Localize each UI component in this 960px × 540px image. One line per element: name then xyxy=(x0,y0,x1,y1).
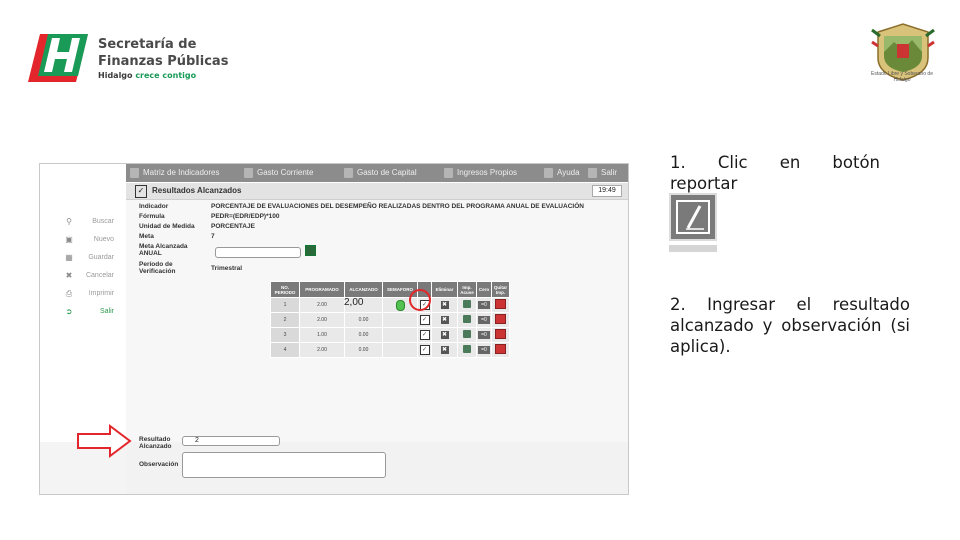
periodo-value: Trimestral xyxy=(211,265,243,272)
h-logo-icon xyxy=(26,32,90,84)
unidad-value: PORCENTAJE xyxy=(211,223,255,230)
delete-button[interactable]: ✖ xyxy=(441,332,448,338)
delete-button[interactable]: ✖ xyxy=(441,317,448,323)
save-icon[interactable] xyxy=(305,245,316,256)
form-content xyxy=(126,200,628,442)
print-acuse-button[interactable] xyxy=(463,330,471,338)
sidebar-item-salir[interactable]: ➲ Salir xyxy=(65,307,114,316)
logo-line-2: Finanzas Públicas xyxy=(98,54,229,69)
periodo-label: Período de Verificación xyxy=(139,261,176,275)
report-button[interactable]: ✓ xyxy=(420,300,430,310)
menu-salir[interactable]: Salir xyxy=(588,164,617,182)
remove-print-button[interactable] xyxy=(495,314,506,324)
help-icon xyxy=(544,168,553,178)
section-titlebar xyxy=(126,183,628,200)
menu-matriz-indicadores[interactable]: Matriz de Indicadores xyxy=(130,164,219,182)
save-icon: ▦ xyxy=(65,253,73,262)
secretaria-logo xyxy=(26,32,229,88)
section-title: Resultados Alcanzados xyxy=(152,186,242,195)
meta-value: 7 xyxy=(211,233,215,240)
new-doc-icon: ▣ xyxy=(65,235,73,244)
table-header-row: NO. PERIODO PROGRAMADO ALCANZADO SEMAFORO Eliminar Imp. Acuse Cero Quitar Imp. xyxy=(271,282,509,297)
highlight-circle xyxy=(409,289,431,311)
formula-label: Fórmula xyxy=(139,213,165,220)
instruction-step-1: 1. Clic en botón reportar xyxy=(670,153,880,193)
doc-icon xyxy=(244,168,253,178)
menu-ingresos-propios[interactable]: Ingresos Propios xyxy=(444,164,517,182)
indicador-label: Indicador xyxy=(139,203,169,210)
report-button[interactable]: ✓ xyxy=(420,330,430,340)
arrow-right-icon xyxy=(76,424,132,458)
table-row: 3 1.00 0.00 ✓ ✖ =0 xyxy=(271,328,509,342)
zero-button[interactable]: =0 xyxy=(478,316,490,324)
remove-print-button[interactable] xyxy=(495,329,506,339)
menu-gasto-capital[interactable]: Gasto de Capital xyxy=(344,164,417,182)
delete-button[interactable]: ✖ xyxy=(441,347,448,353)
zero-button[interactable]: =0 xyxy=(478,331,490,339)
grid-icon xyxy=(130,168,139,178)
indicador-value: PORCENTAJE DE EVALUACIONES DEL DESEMPEÑO REALIZADAS DENTRO DEL PROGRAMA ANUAL DE EVALUACIÓN xyxy=(211,203,584,210)
semaphore-green-icon xyxy=(396,300,405,311)
list-icon xyxy=(444,168,453,178)
logo-tagline: Hidalgo crece contigo xyxy=(98,71,197,80)
table-row: 1 2.00 ✓ ✖ =0 xyxy=(271,298,509,312)
print-icon: ⎙ xyxy=(65,289,73,298)
formula-value: PEDR=(EDR/EDP)*100 xyxy=(211,213,280,220)
print-acuse-button[interactable] xyxy=(463,300,471,308)
sidebar-item-buscar[interactable]: ⚲ Buscar xyxy=(56,216,122,230)
sidebar-item-imprimir[interactable]: ⎙ Imprimir xyxy=(65,289,114,298)
remove-print-button[interactable] xyxy=(495,344,506,354)
meta-label: Meta xyxy=(139,233,154,240)
print-acuse-button[interactable] xyxy=(463,345,471,353)
exit-icon: ➲ xyxy=(65,307,73,316)
observacion-label: Observación xyxy=(139,461,179,468)
table-row: 2 2.00 0.00 ✓ ✖ =0 xyxy=(271,313,509,327)
top-menu-bar xyxy=(126,164,628,182)
cancel-icon: ✖ xyxy=(65,271,73,280)
menu-gasto-corriente[interactable]: Gasto Corriente xyxy=(244,164,313,182)
entered-value-overlay: 2,00 xyxy=(344,297,364,308)
sidebar-item-nuevo[interactable]: ▣ Nuevo xyxy=(65,235,114,244)
result-form xyxy=(126,436,628,494)
print-acuse-button[interactable] xyxy=(463,315,471,323)
sidebar-item-cancelar[interactable]: ✖ Cancelar xyxy=(65,271,114,280)
exit-icon xyxy=(588,168,597,178)
check-icon: ✓ xyxy=(135,185,147,198)
unidad-label: Unidad de Medida xyxy=(139,223,195,230)
menu-ayuda[interactable]: Ayuda xyxy=(544,164,580,182)
remove-print-button[interactable] xyxy=(495,299,506,309)
periods-table xyxy=(270,281,510,358)
clock-display: 19:49 xyxy=(592,185,622,197)
resultado-input[interactable]: 2 xyxy=(182,436,280,446)
pencil-icon xyxy=(678,202,708,232)
money-icon xyxy=(344,168,353,178)
logo-line-1: Secretaría de xyxy=(98,37,197,52)
resultado-label: Resultado Alcanzado xyxy=(139,436,172,450)
meta-alcanzada-input[interactable] xyxy=(215,247,301,258)
search-icon: ⚲ xyxy=(66,217,72,226)
report-button[interactable]: ✓ xyxy=(420,345,430,355)
meta-alcanzada-label: Meta Alcanzada ANUAL xyxy=(139,243,188,257)
report-button[interactable]: ✓ xyxy=(420,315,430,325)
zero-button[interactable]: =0 xyxy=(478,346,490,354)
report-button-icon xyxy=(669,193,717,241)
zero-button[interactable]: =0 xyxy=(478,301,490,309)
observacion-textarea[interactable] xyxy=(182,452,386,478)
table-row: 4 2.00 0.00 ✓ ✖ =0 xyxy=(271,343,509,357)
delete-button[interactable]: ✖ xyxy=(441,302,448,308)
instruction-step-2: 2. Ingresar el resultado alcanzado y observación (si aplica). xyxy=(670,295,910,356)
sidebar-item-guardar[interactable]: ▦ Guardar xyxy=(65,253,114,262)
crest-caption: Estado Libre y Soberano de Hidalgo xyxy=(871,71,933,83)
report-icon-shadow xyxy=(669,245,717,252)
